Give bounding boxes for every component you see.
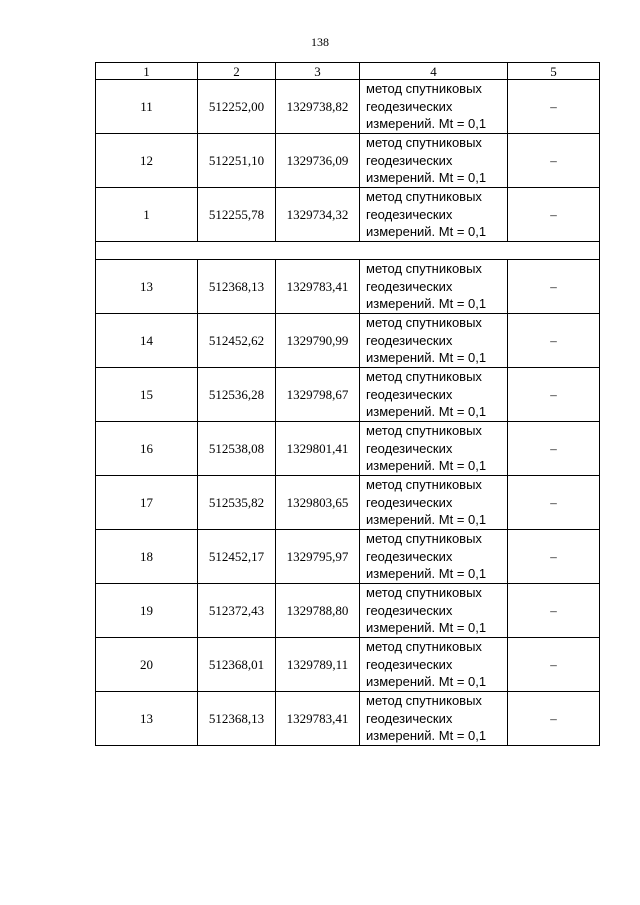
method-line: метод спутниковых: [366, 585, 482, 601]
method-cell: [360, 134, 508, 188]
y-coordinate-cell: 1329798,67: [276, 368, 360, 422]
method-line: геодезических: [366, 656, 453, 672]
table-row: [96, 638, 600, 692]
note-cell: –: [508, 638, 600, 692]
y-coordinate-cell: 1329736,09: [276, 134, 360, 188]
method-line: геодезических: [366, 98, 453, 114]
y-coordinate-cell: 1329788,80: [276, 584, 360, 638]
method-line: метод спутниковых: [366, 531, 482, 547]
method-line: метод спутниковых: [366, 81, 482, 97]
method-line: измерений. Mt = 0,1: [366, 458, 487, 474]
method-line: измерений. Mt = 0,1: [366, 350, 487, 366]
note-cell: –: [508, 692, 600, 746]
x-coordinate-cell: 512535,82: [198, 476, 276, 530]
method-line: измерений. Mt = 0,1: [366, 620, 487, 636]
method-line: метод спутниковых: [366, 693, 482, 709]
method-line: измерений. Mt = 0,1: [366, 566, 487, 582]
point-number-cell: 20: [96, 638, 198, 692]
method-line: геодезических: [366, 494, 453, 510]
method-line: геодезических: [366, 206, 453, 222]
point-number-cell: 13: [96, 692, 198, 746]
method-cell: [360, 260, 508, 314]
column-header: 2: [198, 63, 276, 80]
y-coordinate-cell: 1329734,32: [276, 188, 360, 242]
table-row: [96, 368, 600, 422]
table-row: [96, 188, 600, 242]
table-row: [96, 422, 600, 476]
table-row: [96, 260, 600, 314]
table-row: [96, 530, 600, 584]
point-number-cell: 1: [96, 188, 198, 242]
x-coordinate-cell: 512452,17: [198, 530, 276, 584]
method-cell: [360, 314, 508, 368]
method-cell: [360, 476, 508, 530]
note-cell: –: [508, 314, 600, 368]
method-line: геодезических: [366, 710, 453, 726]
x-coordinate-cell: 512538,08: [198, 422, 276, 476]
method-cell: [360, 422, 508, 476]
method-line: метод спутниковых: [366, 423, 482, 439]
coordinates-table: [95, 62, 600, 746]
method-cell: [360, 368, 508, 422]
method-cell: [360, 80, 508, 134]
method-line: геодезических: [366, 152, 453, 168]
method-line: измерений. Mt = 0,1: [366, 404, 487, 420]
x-coordinate-cell: 512368,13: [198, 692, 276, 746]
method-cell: [360, 692, 508, 746]
note-cell: –: [508, 134, 600, 188]
method-line: измерений. Mt = 0,1: [366, 170, 487, 186]
method-line: метод спутниковых: [366, 261, 482, 277]
note-cell: –: [508, 584, 600, 638]
table-row: [96, 476, 600, 530]
point-number-cell: 19: [96, 584, 198, 638]
x-coordinate-cell: 512251,10: [198, 134, 276, 188]
point-number-cell: 14: [96, 314, 198, 368]
x-coordinate-cell: 512452,62: [198, 314, 276, 368]
x-coordinate-cell: 512372,43: [198, 584, 276, 638]
point-number-cell: 13: [96, 260, 198, 314]
method-line: метод спутниковых: [366, 135, 482, 151]
note-cell: –: [508, 476, 600, 530]
note-cell: –: [508, 260, 600, 314]
method-line: измерений. Mt = 0,1: [366, 512, 487, 528]
method-line: метод спутниковых: [366, 369, 482, 385]
y-coordinate-cell: 1329738,82: [276, 80, 360, 134]
table-row: [96, 314, 600, 368]
table-row: [96, 80, 600, 134]
separator-cell: [96, 242, 600, 260]
column-header: 5: [508, 63, 600, 80]
x-coordinate-cell: 512368,01: [198, 638, 276, 692]
method-cell: [360, 188, 508, 242]
y-coordinate-cell: 1329783,41: [276, 260, 360, 314]
table-row: [96, 692, 600, 746]
note-cell: –: [508, 368, 600, 422]
method-line: измерений. Mt = 0,1: [366, 116, 487, 132]
page-number: 138: [311, 35, 329, 49]
column-header: 1: [96, 63, 198, 80]
method-cell: [360, 584, 508, 638]
point-number-cell: 16: [96, 422, 198, 476]
point-number-cell: 15: [96, 368, 198, 422]
y-coordinate-cell: 1329803,65: [276, 476, 360, 530]
method-line: измерений. Mt = 0,1: [366, 728, 487, 744]
method-cell: [360, 530, 508, 584]
y-coordinate-cell: 1329790,99: [276, 314, 360, 368]
y-coordinate-cell: 1329801,41: [276, 422, 360, 476]
separator-row: [96, 242, 600, 260]
method-line: метод спутниковых: [366, 189, 482, 205]
y-coordinate-cell: 1329783,41: [276, 692, 360, 746]
y-coordinate-cell: 1329795,97: [276, 530, 360, 584]
point-number-cell: 18: [96, 530, 198, 584]
point-number-cell: 11: [96, 80, 198, 134]
x-coordinate-cell: 512255,78: [198, 188, 276, 242]
table-row: [96, 134, 600, 188]
note-cell: –: [508, 188, 600, 242]
method-line: геодезических: [366, 602, 453, 618]
point-number-cell: 12: [96, 134, 198, 188]
note-cell: –: [508, 422, 600, 476]
method-line: геодезических: [366, 332, 453, 348]
method-line: метод спутниковых: [366, 315, 482, 331]
point-number-cell: 17: [96, 476, 198, 530]
method-line: метод спутниковых: [366, 477, 482, 493]
method-line: геодезических: [366, 440, 453, 456]
note-cell: –: [508, 80, 600, 134]
x-coordinate-cell: 512536,28: [198, 368, 276, 422]
note-cell: –: [508, 530, 600, 584]
method-line: измерений. Mt = 0,1: [366, 674, 487, 690]
table-header-row: [96, 63, 600, 80]
method-line: геодезических: [366, 386, 453, 402]
x-coordinate-cell: 512252,00: [198, 80, 276, 134]
method-line: измерений. Mt = 0,1: [366, 224, 487, 240]
method-line: измерений. Mt = 0,1: [366, 296, 487, 312]
table-row: [96, 584, 600, 638]
method-line: геодезических: [366, 278, 453, 294]
method-line: метод спутниковых: [366, 639, 482, 655]
column-header: 3: [276, 63, 360, 80]
method-line: геодезических: [366, 548, 453, 564]
column-header: 4: [360, 63, 508, 80]
y-coordinate-cell: 1329789,11: [276, 638, 360, 692]
x-coordinate-cell: 512368,13: [198, 260, 276, 314]
method-cell: [360, 638, 508, 692]
